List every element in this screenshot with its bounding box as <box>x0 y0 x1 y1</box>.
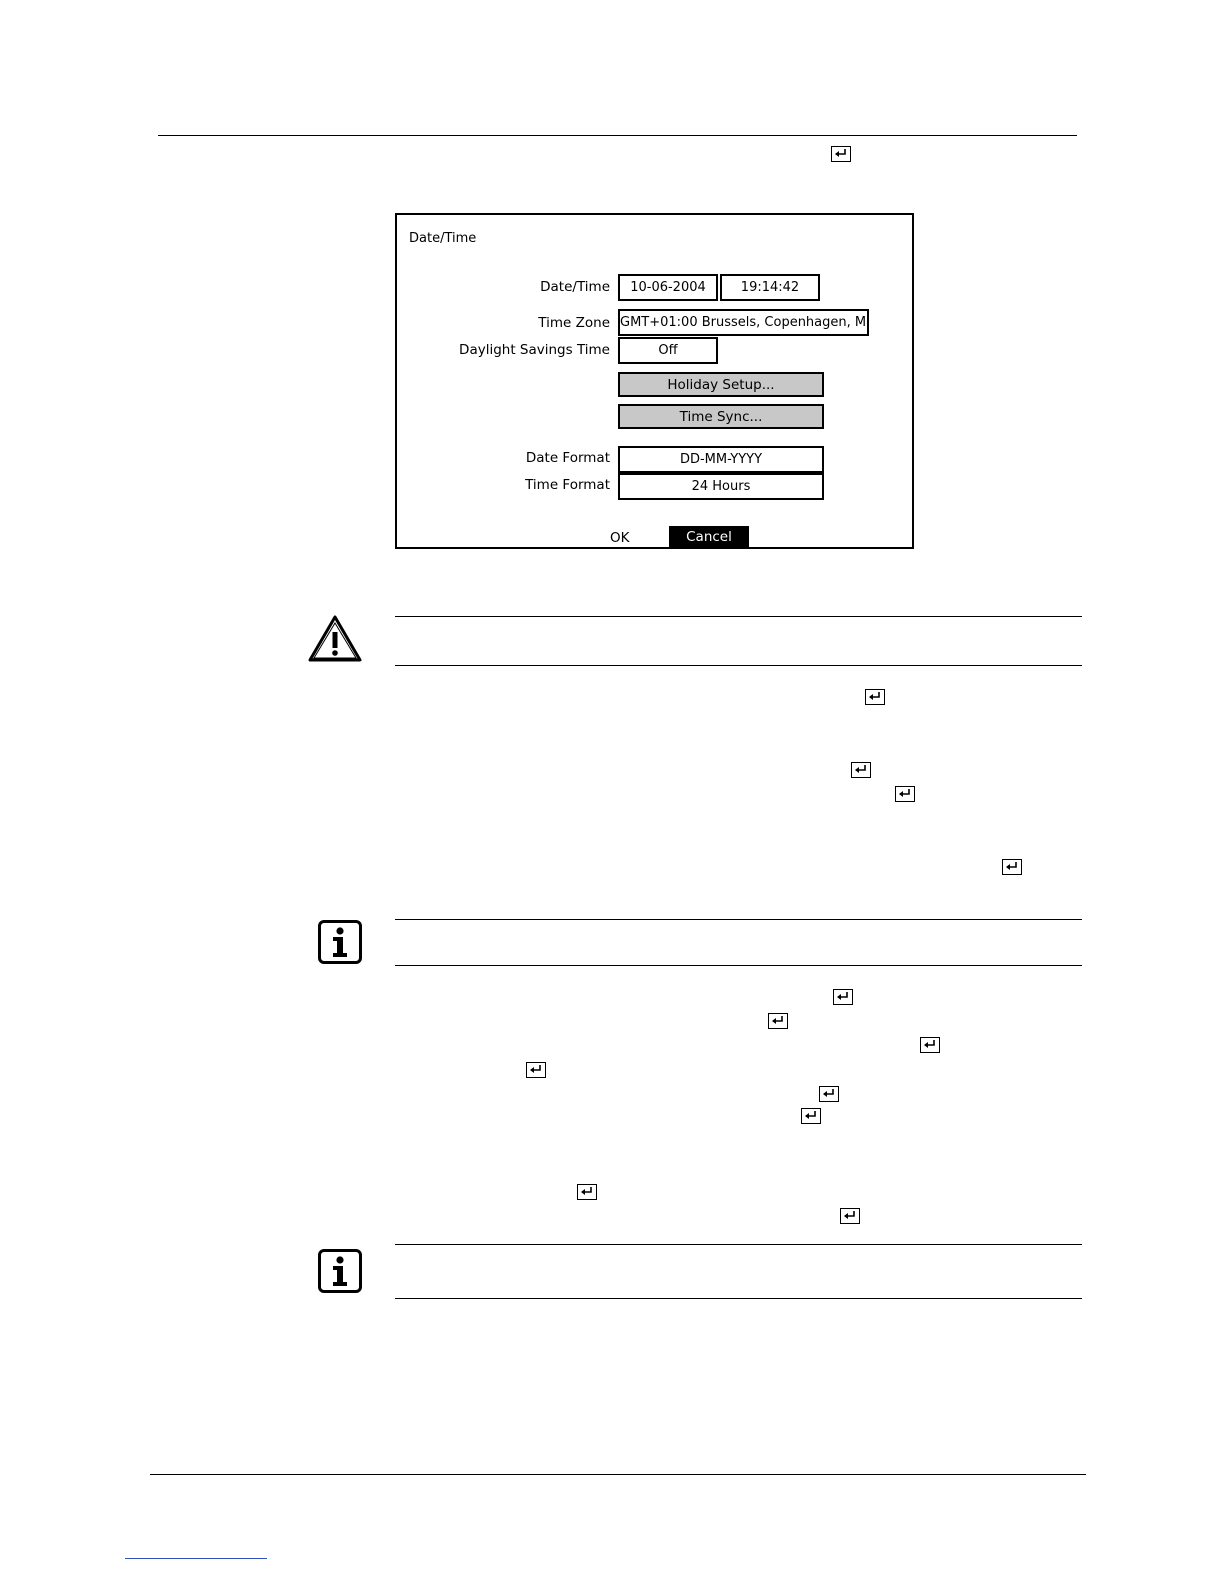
holiday-setup-button[interactable]: Holiday Setup... <box>618 372 824 397</box>
date-format-field[interactable]: DD-MM-YYYY <box>618 446 824 473</box>
footer-rule <box>150 1474 1086 1475</box>
time-format-field[interactable]: 24 Hours <box>618 473 824 500</box>
dst-field[interactable]: Off <box>618 337 718 364</box>
time-zone-field[interactable]: GMT+01:00 Brussels, Copenhagen, M <box>618 309 869 336</box>
enter-key-icon <box>831 146 851 162</box>
dialog-title: Date/Time <box>409 231 477 246</box>
enter-key-icon <box>768 1013 788 1029</box>
enter-key-icon <box>526 1062 546 1078</box>
time-field[interactable]: 19:14:42 <box>720 274 820 301</box>
enter-key-icon <box>577 1184 597 1200</box>
enter-key-icon <box>920 1037 940 1053</box>
time-zone-label: Time Zone <box>538 315 610 331</box>
enter-key-icon <box>801 1108 821 1124</box>
header-rule <box>158 135 1077 136</box>
caution-rule-bottom <box>395 665 1082 666</box>
info-icon <box>318 1249 362 1293</box>
ok-button[interactable]: OK <box>610 530 630 546</box>
date-field[interactable]: 10-06-2004 <box>618 274 718 301</box>
info-rule-bottom <box>395 965 1082 966</box>
time-sync-button[interactable]: Time Sync... <box>618 404 824 429</box>
enter-key-icon <box>851 762 871 778</box>
enter-key-icon <box>833 989 853 1005</box>
enter-key-icon <box>865 689 885 705</box>
info-rule-top <box>395 1244 1082 1245</box>
enter-key-icon <box>1002 859 1022 875</box>
dst-label: Daylight Savings Time <box>459 342 610 358</box>
time-format-label: Time Format <box>525 477 610 493</box>
caution-rule-top <box>395 616 1082 617</box>
date-time-dialog <box>395 213 914 549</box>
info-icon <box>318 920 362 964</box>
caution-icon <box>307 614 363 664</box>
date-time-label: Date/Time <box>540 279 610 295</box>
cancel-button[interactable]: Cancel <box>669 526 749 547</box>
enter-key-icon <box>840 1208 860 1224</box>
info-rule-top <box>395 919 1082 920</box>
enter-key-icon <box>895 786 915 802</box>
enter-key-icon <box>819 1086 839 1102</box>
date-format-label: Date Format <box>525 450 610 466</box>
footer-link-underline[interactable] <box>125 1558 267 1559</box>
info-rule-bottom <box>395 1298 1082 1299</box>
